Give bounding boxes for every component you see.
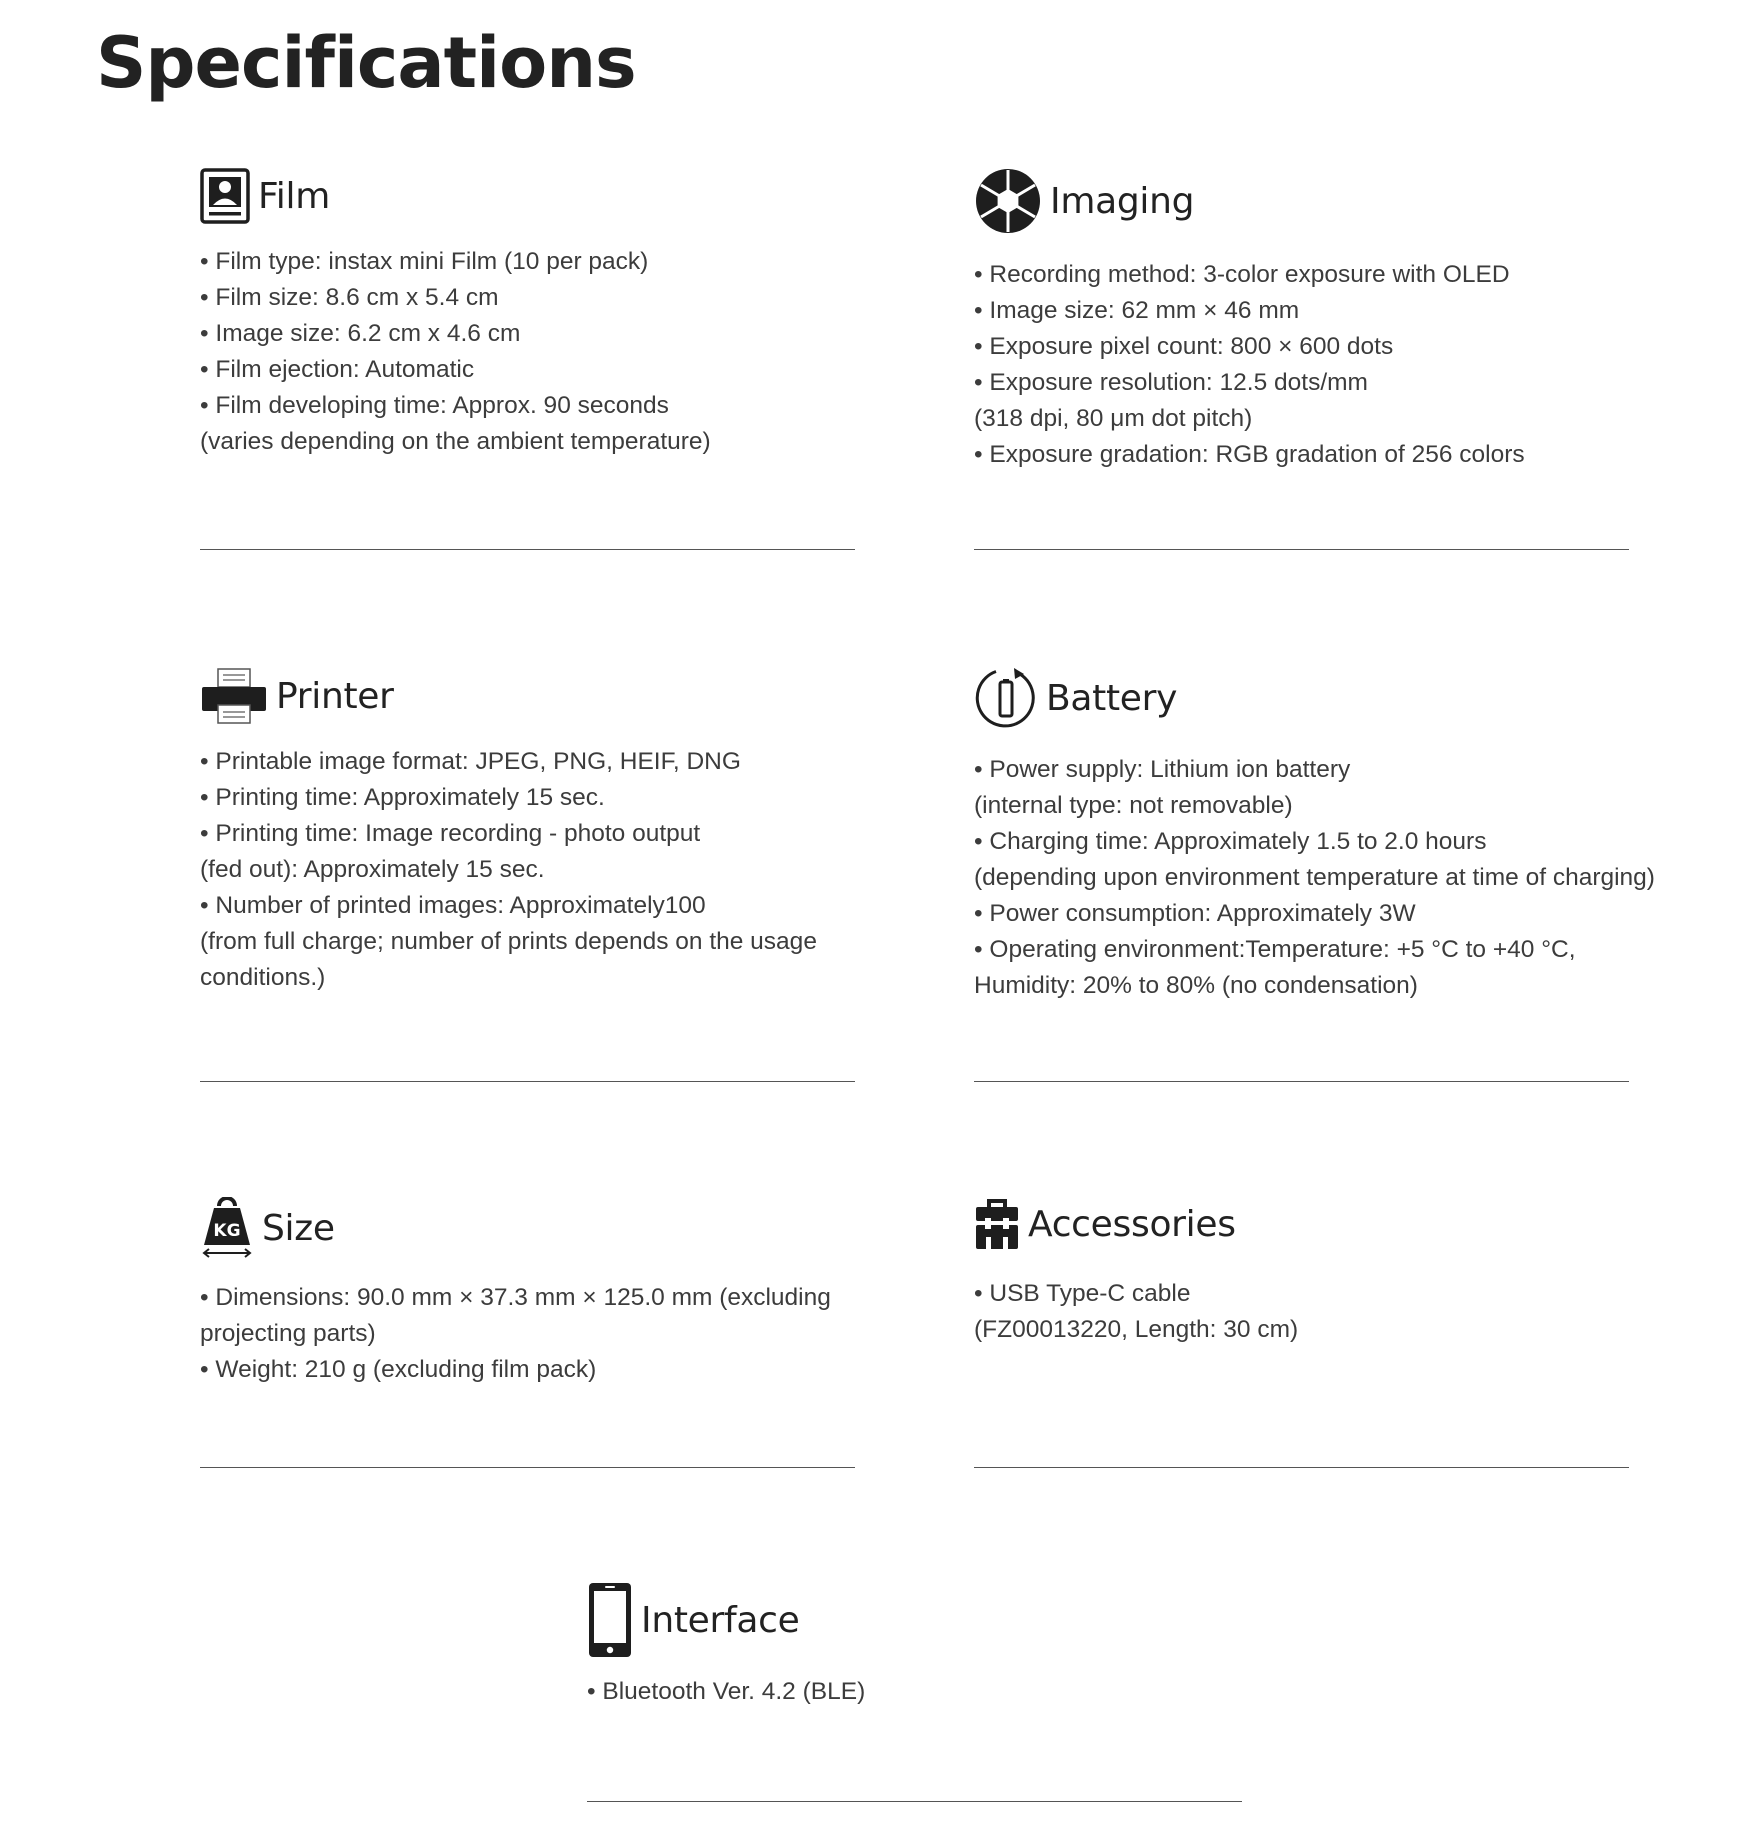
spec-line: • Number of printed images: Approximately100 (200, 892, 706, 919)
spec-line: (FZ00013220, Length: 30 cm) (974, 1316, 1299, 1343)
spec-line: • Recording method: 3-color exposure with OLED (974, 261, 1510, 288)
spec-header (200, 160, 855, 232)
weight-kg-label: KG (213, 1221, 241, 1241)
spec-line: • Film developing time: Approx. 90 seconds (200, 392, 669, 419)
spec-title: Battery (1046, 677, 1178, 719)
spec-header (200, 660, 855, 732)
spec-section-accessories (974, 1188, 1629, 1468)
spec-list (974, 752, 1655, 1004)
spec-line: • Bluetooth Ver. 4.2 (BLE) (587, 1678, 866, 1705)
spec-line: • Exposure resolution: 12.5 dots/mm (974, 369, 1368, 396)
spec-list (200, 1280, 855, 1388)
film-portrait-icon (200, 168, 250, 224)
spec-line: • Dimensions: 90.0 mm × 37.3 mm × 125.0 mm (excluding (200, 1284, 831, 1311)
spec-line: conditions.) (200, 964, 326, 991)
spec-section-size (200, 1192, 855, 1468)
spec-line: • USB Type-C cable (974, 1280, 1191, 1307)
spec-line: (from full charge; number of prints depends on the usage (200, 928, 817, 955)
spec-line: • Charging time: Approximately 1.5 to 2.0 hours (974, 828, 1487, 855)
spec-list (974, 1276, 1629, 1348)
spec-line: • Image size: 6.2 cm x 4.6 cm (200, 320, 521, 347)
spec-header (974, 1188, 1629, 1260)
spec-line: • Film ejection: Automatic (200, 356, 475, 383)
spec-line: (varies depending on the ambient temperature) (200, 428, 711, 455)
spec-title: Accessories (1028, 1203, 1236, 1245)
spec-list (974, 257, 1629, 473)
spec-header (974, 165, 1629, 237)
spec-section-printer (200, 660, 855, 1082)
spec-title: Size (262, 1207, 335, 1249)
spec-line: • Printing time: Image recording - photo output (200, 820, 701, 847)
spec-section-interface (587, 1584, 1242, 1802)
spec-line: • Printing time: Approximately 15 sec. (200, 784, 605, 811)
spec-line: (fed out): Approximately 15 sec. (200, 856, 545, 883)
spec-line: • Exposure pixel count: 800 × 600 dots (974, 333, 1394, 360)
spec-list (200, 744, 855, 996)
spec-header (200, 1192, 855, 1264)
page-title: Specifications (96, 22, 636, 104)
spec-line: (depending upon environment temperature at time of charging) (974, 864, 1655, 891)
spec-line: • Operating environment:Temperature: +5 °C to +40 °C, (974, 936, 1576, 963)
spec-header (974, 662, 1629, 734)
spec-line: Humidity: 20% to 80% (no condensation) (974, 972, 1418, 999)
spec-line: • Image size: 62 mm × 46 mm (974, 297, 1300, 324)
spec-line: (internal type: not removable) (974, 792, 1293, 819)
spec-title: Interface (641, 1599, 800, 1641)
spec-line: • Printable image format: JPEG, PNG, HEIF, DNG (200, 748, 741, 775)
printer-icon (200, 667, 268, 725)
spec-header (587, 1584, 1242, 1656)
spec-line: • Exposure gradation: RGB gradation of 256 colors (974, 441, 1525, 468)
spec-list (200, 244, 855, 460)
spec-line: • Weight: 210 g (excluding film pack) (200, 1356, 597, 1383)
spec-line: • Film type: instax mini Film (10 per pack) (200, 248, 649, 275)
spec-section-film (200, 160, 855, 550)
aperture-icon (974, 167, 1042, 235)
spec-line: (318 dpi, 80 μm dot pitch) (974, 405, 1253, 432)
spec-title: Film (258, 175, 330, 217)
spec-line: • Power consumption: Approximately 3W (974, 900, 1416, 927)
spec-title: Printer (276, 675, 394, 717)
spec-line: projecting parts) (200, 1320, 376, 1347)
spec-title: Imaging (1050, 180, 1195, 222)
spec-section-imaging (974, 165, 1629, 550)
spec-section-battery (974, 662, 1655, 1082)
smartphone-icon (587, 1581, 633, 1659)
spec-line: • Power supply: Lithium ion battery (974, 756, 1351, 783)
spec-list (587, 1674, 1242, 1710)
weight-kg-icon (200, 1197, 254, 1259)
spec-line: • Film size: 8.6 cm x 5.4 cm (200, 284, 499, 311)
toolbox-icon (974, 1197, 1020, 1251)
battery-charge-icon (974, 666, 1038, 730)
